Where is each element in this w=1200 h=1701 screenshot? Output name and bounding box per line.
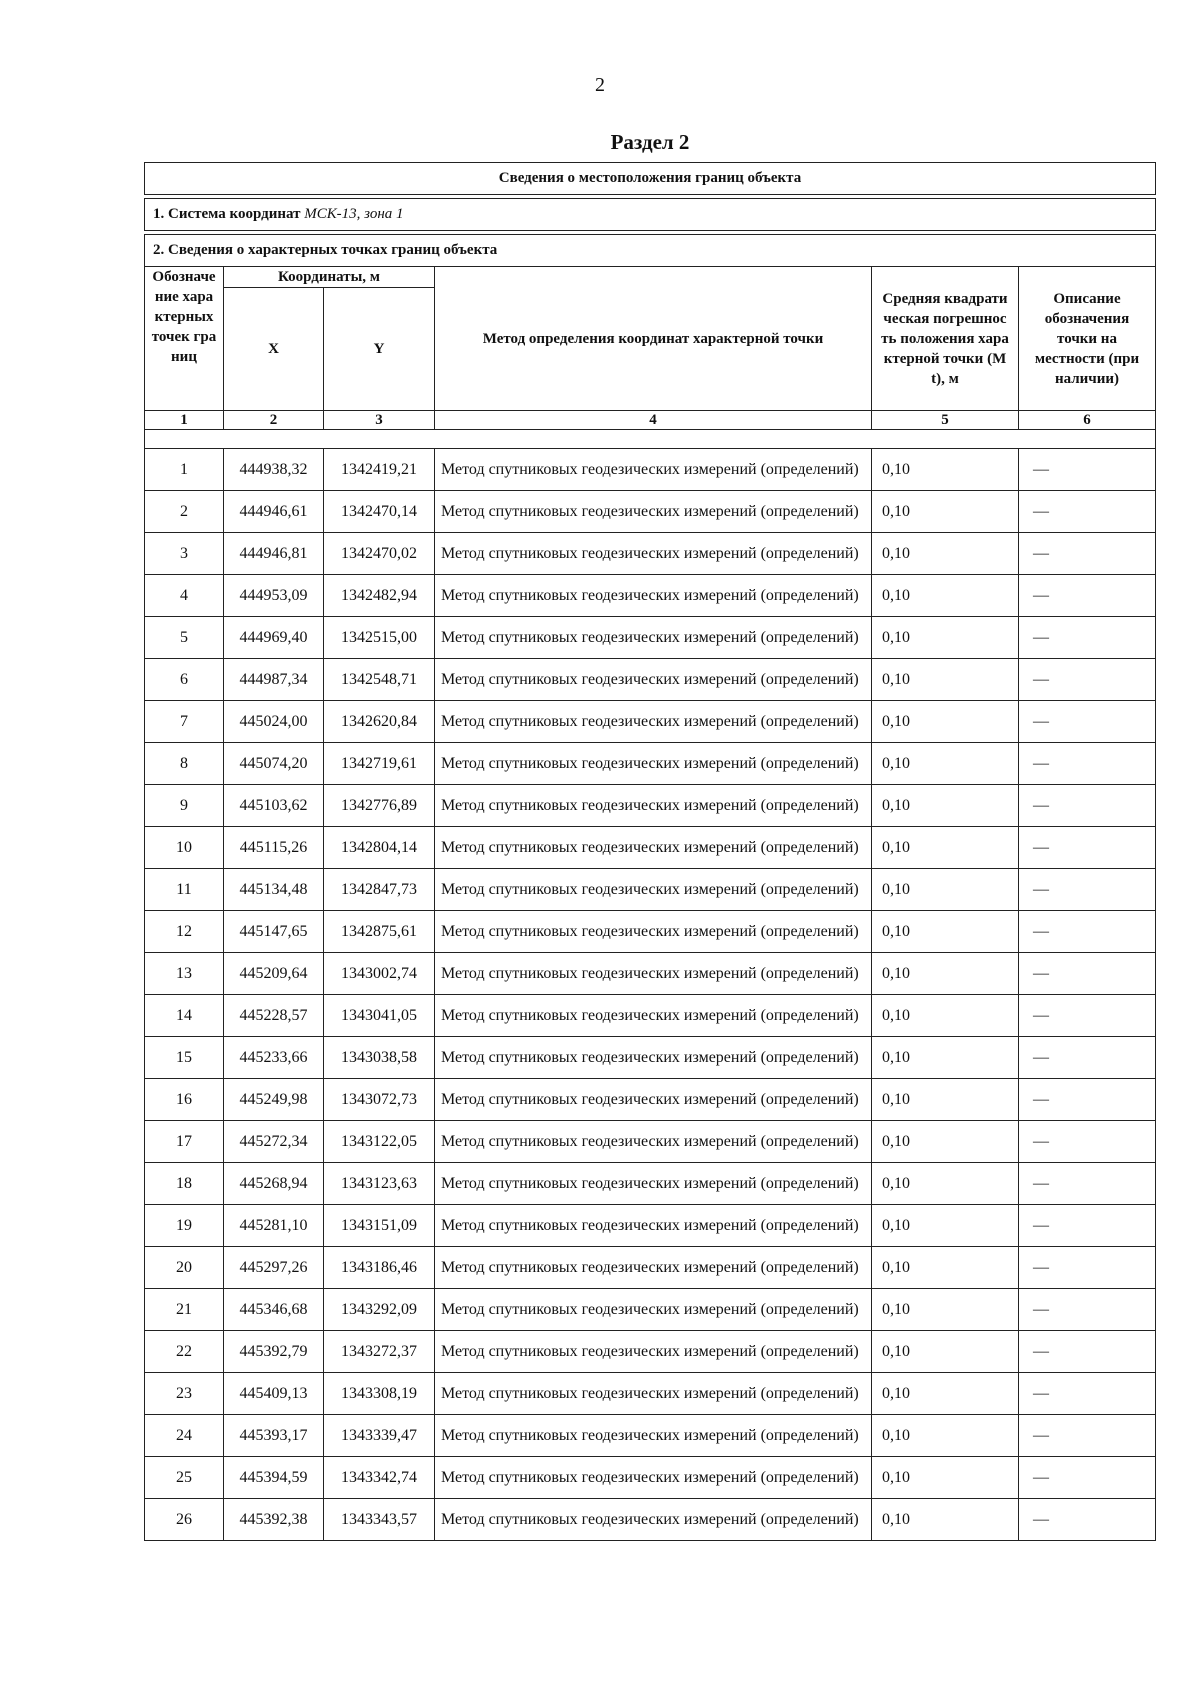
point-number-cell: 4 (145, 575, 224, 617)
description-cell: — (1019, 1247, 1156, 1289)
description-cell: — (1019, 1121, 1156, 1163)
accuracy-cell: 0,10 (872, 1457, 1019, 1499)
table-row (145, 617, 1156, 659)
x-coordinate-cell: 445228,57 (224, 995, 324, 1037)
method-cell: Метод спутниковых геодезических измерений (определений) (435, 1415, 872, 1457)
method-cell: Метод спутниковых геодезических измерений (определений) (435, 911, 872, 953)
table-row (145, 491, 1156, 533)
y-coordinate-cell: 1342804,14 (324, 827, 435, 869)
y-coordinate-cell: 1342776,89 (324, 785, 435, 827)
method-cell: Метод спутниковых геодезических измерений (определений) (435, 869, 872, 911)
point-number-cell: 13 (145, 953, 224, 995)
method-cell: Метод спутниковых геодезических измерений (определений) (435, 1499, 872, 1541)
accuracy-cell: 0,10 (872, 533, 1019, 575)
description-cell: — (1019, 827, 1156, 869)
method-cell: Метод спутниковых геодезических измерений (определений) (435, 995, 872, 1037)
x-coordinate-cell: 445074,20 (224, 743, 324, 785)
accuracy-cell: 0,10 (872, 575, 1019, 617)
x-coordinate-cell: 444938,32 (224, 449, 324, 491)
y-coordinate-cell: 1343272,37 (324, 1331, 435, 1373)
point-number-cell: 14 (145, 995, 224, 1037)
description-cell: — (1019, 617, 1156, 659)
description-cell: — (1019, 911, 1156, 953)
col-number-6: 6 (1019, 411, 1156, 430)
col-number-2: 2 (224, 411, 324, 430)
col-number-1: 1 (145, 411, 224, 430)
method-cell: Метод спутниковых геодезических измерений (определений) (435, 827, 872, 869)
accuracy-cell: 0,10 (872, 1373, 1019, 1415)
point-number-cell: 24 (145, 1415, 224, 1457)
method-cell: Метод спутниковых геодезических измерений (определений) (435, 659, 872, 701)
y-coordinate-cell: 1342719,61 (324, 743, 435, 785)
point-number-cell: 12 (145, 911, 224, 953)
table-row (145, 659, 1156, 701)
point-number-cell: 21 (145, 1289, 224, 1331)
y-coordinate-cell: 1343308,19 (324, 1373, 435, 1415)
accuracy-cell: 0,10 (872, 911, 1019, 953)
header-designation: Обозначение характерных точек границ (145, 267, 224, 411)
description-cell: — (1019, 1457, 1156, 1499)
point-number-cell: 2 (145, 491, 224, 533)
col-number-4: 4 (435, 411, 872, 430)
y-coordinate-cell: 1343151,09 (324, 1205, 435, 1247)
point-number-cell: 16 (145, 1079, 224, 1121)
table-title: Сведения о местоположения границ объекта (145, 163, 1156, 195)
description-cell: — (1019, 869, 1156, 911)
description-cell: — (1019, 1415, 1156, 1457)
y-coordinate-cell: 1343343,57 (324, 1499, 435, 1541)
accuracy-cell: 0,10 (872, 1205, 1019, 1247)
header-accuracy (872, 267, 1019, 411)
accuracy-cell: 0,10 (872, 743, 1019, 785)
header-y: Y (324, 288, 435, 411)
boundary-sheet (144, 162, 1155, 1541)
y-coordinate-cell: 1342875,61 (324, 911, 435, 953)
point-number-cell: 6 (145, 659, 224, 701)
method-cell: Метод спутниковых геодезических измерений (определений) (435, 1247, 872, 1289)
method-cell: Метод спутниковых геодезических измерений (определений) (435, 953, 872, 995)
coord-system-label: 1. Система координат (153, 206, 301, 222)
blank-row (145, 430, 1156, 449)
point-number-cell: 18 (145, 1163, 224, 1205)
x-coordinate-cell: 444953,09 (224, 575, 324, 617)
x-coordinate-cell: 445346,68 (224, 1289, 324, 1331)
x-coordinate-cell: 445409,13 (224, 1373, 324, 1415)
method-cell: Метод спутниковых геодезических измерений (определений) (435, 491, 872, 533)
x-coordinate-cell: 445392,79 (224, 1331, 324, 1373)
header-description: Описание обозначения точки на местности (при наличии) (1019, 267, 1156, 411)
point-number-cell: 20 (145, 1247, 224, 1289)
table-row (145, 1247, 1156, 1289)
accuracy-cell: 0,10 (872, 449, 1019, 491)
accuracy-cell: 0,10 (872, 1079, 1019, 1121)
x-coordinate-cell: 445134,48 (224, 869, 324, 911)
x-coordinate-cell: 445392,38 (224, 1499, 324, 1541)
table-row (145, 827, 1156, 869)
point-number-cell: 23 (145, 1373, 224, 1415)
point-number-cell: 10 (145, 827, 224, 869)
description-cell: — (1019, 1163, 1156, 1205)
table-row (145, 869, 1156, 911)
y-coordinate-cell: 1343292,09 (324, 1289, 435, 1331)
accuracy-cell: 0,10 (872, 1163, 1019, 1205)
description-cell: — (1019, 1079, 1156, 1121)
description-cell: — (1019, 1289, 1156, 1331)
point-number-cell: 22 (145, 1331, 224, 1373)
description-cell: — (1019, 659, 1156, 701)
y-coordinate-cell: 1342470,02 (324, 533, 435, 575)
x-coordinate-cell: 445249,98 (224, 1079, 324, 1121)
header-accuracy-text: Средняя квадратическая погрешность положения характерной точки (Mt), м (881, 290, 1009, 387)
table-row (145, 743, 1156, 785)
x-coordinate-cell: 444969,40 (224, 617, 324, 659)
accuracy-cell: 0,10 (872, 1499, 1019, 1541)
description-cell: — (1019, 953, 1156, 995)
method-cell: Метод спутниковых геодезических измерений (определений) (435, 701, 872, 743)
table-row (145, 1373, 1156, 1415)
method-cell: Метод спутниковых геодезических измерений (определений) (435, 1457, 872, 1499)
accuracy-cell: 0,10 (872, 869, 1019, 911)
point-number-cell: 1 (145, 449, 224, 491)
accuracy-cell: 0,10 (872, 1331, 1019, 1373)
method-cell: Метод спутниковых геодезических измерений (определений) (435, 785, 872, 827)
description-cell: — (1019, 743, 1156, 785)
y-coordinate-cell: 1342470,14 (324, 491, 435, 533)
table-row (145, 911, 1156, 953)
method-cell: Метод спутниковых геодезических измерений (определений) (435, 1037, 872, 1079)
table-row (145, 995, 1156, 1037)
accuracy-cell: 0,10 (872, 701, 1019, 743)
table-row (145, 1205, 1156, 1247)
point-number-cell: 17 (145, 1121, 224, 1163)
description-cell: — (1019, 491, 1156, 533)
accuracy-cell: 0,10 (872, 785, 1019, 827)
point-number-cell: 19 (145, 1205, 224, 1247)
method-cell: Метод спутниковых геодезических измерений (определений) (435, 1205, 872, 1247)
x-coordinate-cell: 445297,26 (224, 1247, 324, 1289)
x-coordinate-cell: 444946,61 (224, 491, 324, 533)
y-coordinate-cell: 1343123,63 (324, 1163, 435, 1205)
x-coordinate-cell: 445268,94 (224, 1163, 324, 1205)
header-coords: Координаты, м (224, 267, 435, 288)
coord-system-value: МСК-13, зона 1 (304, 206, 404, 222)
description-cell: — (1019, 1205, 1156, 1247)
method-cell: Метод спутниковых геодезических измерений (определений) (435, 449, 872, 491)
table-row (145, 1331, 1156, 1373)
table-row (145, 953, 1156, 995)
accuracy-cell: 0,10 (872, 659, 1019, 701)
points-title: 2. Сведения о характерных точках границ объекта (145, 235, 1156, 267)
table-row (145, 701, 1156, 743)
point-number-cell: 7 (145, 701, 224, 743)
header-method: Метод определения координат характерной точки (435, 267, 872, 411)
y-coordinate-cell: 1343186,46 (324, 1247, 435, 1289)
method-cell: Метод спутниковых геодезических измерений (определений) (435, 533, 872, 575)
method-cell: Метод спутниковых геодезических измерений (определений) (435, 743, 872, 785)
point-number-cell: 11 (145, 869, 224, 911)
method-cell: Метод спутниковых геодезических измерений (определений) (435, 1163, 872, 1205)
table-row (145, 449, 1156, 491)
accuracy-cell: 0,10 (872, 953, 1019, 995)
y-coordinate-cell: 1342515,00 (324, 617, 435, 659)
point-number-cell: 5 (145, 617, 224, 659)
table-row (145, 1037, 1156, 1079)
accuracy-cell: 0,10 (872, 617, 1019, 659)
x-coordinate-cell: 445115,26 (224, 827, 324, 869)
y-coordinate-cell: 1343072,73 (324, 1079, 435, 1121)
x-coordinate-cell: 444946,81 (224, 533, 324, 575)
point-number-cell: 8 (145, 743, 224, 785)
y-coordinate-cell: 1343038,58 (324, 1037, 435, 1079)
description-cell: — (1019, 575, 1156, 617)
y-coordinate-cell: 1343122,05 (324, 1121, 435, 1163)
section-title: Раздел 2 (610, 130, 690, 154)
boundary-table (144, 162, 1156, 1541)
table-row (145, 1289, 1156, 1331)
table-row (145, 575, 1156, 617)
description-cell: — (1019, 1499, 1156, 1541)
accuracy-cell: 0,10 (872, 1247, 1019, 1289)
method-cell: Метод спутниковых геодезических измерений (определений) (435, 1121, 872, 1163)
y-coordinate-cell: 1342548,71 (324, 659, 435, 701)
accuracy-cell: 0,10 (872, 1037, 1019, 1079)
x-coordinate-cell: 445393,17 (224, 1415, 324, 1457)
table-row (145, 1415, 1156, 1457)
accuracy-cell: 0,10 (872, 827, 1019, 869)
point-number-cell: 26 (145, 1499, 224, 1541)
table-row (145, 785, 1156, 827)
x-coordinate-cell: 445103,62 (224, 785, 324, 827)
y-coordinate-cell: 1342419,21 (324, 449, 435, 491)
table-row (145, 1499, 1156, 1541)
description-cell: — (1019, 1037, 1156, 1079)
description-cell: — (1019, 995, 1156, 1037)
method-cell: Метод спутниковых геодезических измерений (определений) (435, 575, 872, 617)
description-cell: — (1019, 785, 1156, 827)
accuracy-cell: 0,10 (872, 1121, 1019, 1163)
col-number-5: 5 (872, 411, 1019, 430)
point-number-cell: 25 (145, 1457, 224, 1499)
x-coordinate-cell: 445233,66 (224, 1037, 324, 1079)
page-number: 2 (595, 74, 605, 96)
method-cell: Метод спутниковых геодезических измерений (определений) (435, 1289, 872, 1331)
col-number-3: 3 (324, 411, 435, 430)
point-number-cell: 3 (145, 533, 224, 575)
x-coordinate-cell: 445272,34 (224, 1121, 324, 1163)
x-coordinate-cell: 445209,64 (224, 953, 324, 995)
y-coordinate-cell: 1343342,74 (324, 1457, 435, 1499)
table-row (145, 533, 1156, 575)
table-row (145, 1079, 1156, 1121)
description-cell: — (1019, 1331, 1156, 1373)
x-coordinate-cell: 445281,10 (224, 1205, 324, 1247)
coord-system-row (145, 199, 1156, 231)
accuracy-cell: 0,10 (872, 1289, 1019, 1331)
table-row (145, 1163, 1156, 1205)
description-cell: — (1019, 449, 1156, 491)
accuracy-cell: 0,10 (872, 995, 1019, 1037)
method-cell: Метод спутниковых геодезических измерений (определений) (435, 1373, 872, 1415)
accuracy-cell: 0,10 (872, 1415, 1019, 1457)
y-coordinate-cell: 1342620,84 (324, 701, 435, 743)
x-coordinate-cell: 445024,00 (224, 701, 324, 743)
method-cell: Метод спутниковых геодезических измерений (определений) (435, 1079, 872, 1121)
method-cell: Метод спутниковых геодезических измерений (определений) (435, 617, 872, 659)
description-cell: — (1019, 1373, 1156, 1415)
point-number-cell: 9 (145, 785, 224, 827)
method-cell: Метод спутниковых геодезических измерений (определений) (435, 1331, 872, 1373)
description-cell: — (1019, 533, 1156, 575)
y-coordinate-cell: 1342847,73 (324, 869, 435, 911)
x-coordinate-cell: 445147,65 (224, 911, 324, 953)
description-cell: — (1019, 701, 1156, 743)
header-x: X (224, 288, 324, 411)
y-coordinate-cell: 1343041,05 (324, 995, 435, 1037)
y-coordinate-cell: 1342482,94 (324, 575, 435, 617)
accuracy-cell: 0,10 (872, 491, 1019, 533)
x-coordinate-cell: 444987,34 (224, 659, 324, 701)
table-row (145, 1121, 1156, 1163)
table-row (145, 1457, 1156, 1499)
y-coordinate-cell: 1343339,47 (324, 1415, 435, 1457)
y-coordinate-cell: 1343002,74 (324, 953, 435, 995)
point-number-cell: 15 (145, 1037, 224, 1079)
x-coordinate-cell: 445394,59 (224, 1457, 324, 1499)
